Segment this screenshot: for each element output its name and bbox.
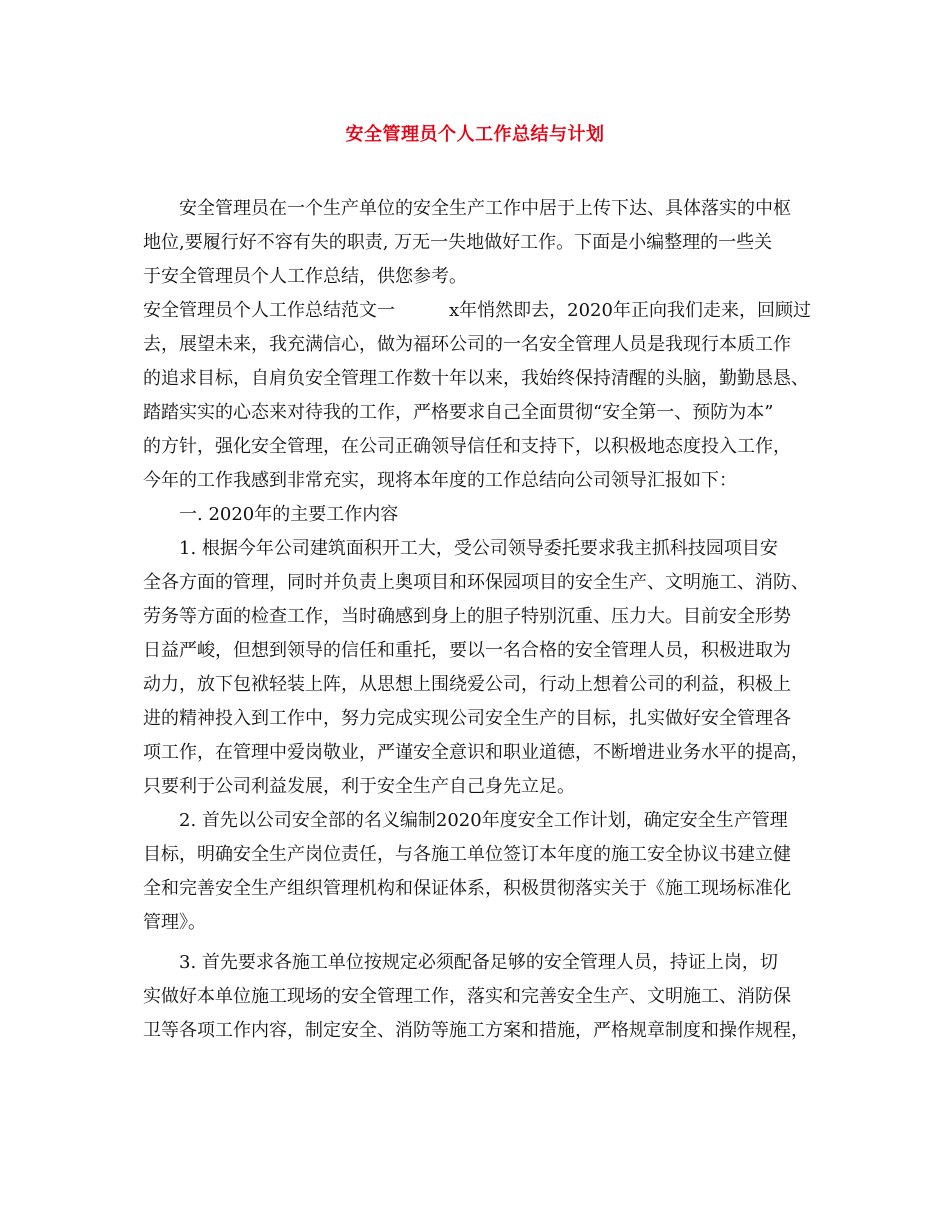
paragraph-line: 安全管理员在一个生产单位的安全生产工作中居于上传下达、具体落实的中枢 <box>143 198 791 219</box>
paragraph-line: 只要利于公司利益发展，利于安全生产自己身先立足。 <box>143 776 575 797</box>
paragraph-line: 卫等各项工作内容，制定安全、消防等施工方案和措施，严格规章制度和操作规程， <box>143 1020 809 1041</box>
paragraph-line: 1. 根据今年公司建筑面积开工大，受公司领导委托要求我主抓科技园项目安 <box>143 538 778 559</box>
paragraph-line: 日益严峻，但想到领导的信任和重托，要以一名合格的安全管理人员，积极进取为 <box>143 640 791 661</box>
paragraph-line: 全和完善安全生产组织管理机构和保证体系，积极贯彻落实关于《施工现场标准化 <box>143 878 791 899</box>
paragraph-line: 去，展望未来，我充满信心，做为福环公司的一名安全管理人员是我现行本质工作 <box>143 334 791 355</box>
section-heading: 一. 2020年的主要工作内容 <box>143 504 399 525</box>
paragraph-line: 2. 首先以公司安全部的名义编制2020年度安全工作计划，确定安全生产管理 <box>143 810 788 831</box>
paragraph-line: 劳务等方面的检查工作，当时确感到身上的胆子特别沉重、压力大。目前安全形势 <box>143 606 791 627</box>
paragraph-line: 踏踏实实的心态来对待我的工作，严格要求自己全面贯彻“安全第一、预防为本” <box>143 402 774 423</box>
paragraph-line: 3. 首先要求各施工单位按规定必须配备足够的安全管理人员，持证上岗，切 <box>143 952 778 973</box>
paragraph-line: 全各方面的管理，同时并负责上奥项目和环保园项目的安全生产、文明施工、消防、 <box>143 572 809 593</box>
paragraph-line: 管理》。 <box>143 912 206 933</box>
paragraph-line: 项工作，在管理中爱岗敬业，严谨安全意识和职业道德，不断增进业务水平的提高， <box>143 742 809 763</box>
paragraph-line: 进的精神投入到工作中，努力完成实现公司安全生产的目标，扎实做好安全管理各 <box>143 708 791 729</box>
document-title: 安全管理员个人工作总结与计划 <box>345 124 605 145</box>
paragraph-line: 的追求目标，自肩负安全管理工作数十年以来，我始终保持清醒的头脑，勤勤恳恳、 <box>143 368 809 389</box>
paragraph-line: 于安全管理员个人工作总结，供您参考。 <box>143 266 467 287</box>
paragraph-line: 安全管理员个人工作总结范文一 x年悄然即去，2020年正向我们走来，回顾过 <box>143 300 811 321</box>
paragraph-line: 目标，明确安全生产岗位责任，与各施工单位签订本年度的施工安全协议书建立健 <box>143 844 791 865</box>
paragraph-line: 实做好本单位施工现场的安全管理工作，落实和完善安全生产、文明施工、消防保 <box>143 986 791 1007</box>
paragraph-line: 今年的工作我感到非常充实，现将本年度的工作总结向公司领导汇报如下： <box>143 470 737 491</box>
paragraph-line: 地位,要履行好不容有失的职责, 万无一失地做好工作。下面是小编整理的一些关 <box>143 232 773 253</box>
paragraph-line: 动力，放下包袱轻装上阵，从思想上围绕爱公司，行动上想着公司的利益，积极上 <box>143 674 791 695</box>
paragraph-line: 的方针，强化安全管理，在公司正确领导信任和支持下，以积极地态度投入工作， <box>143 436 791 457</box>
